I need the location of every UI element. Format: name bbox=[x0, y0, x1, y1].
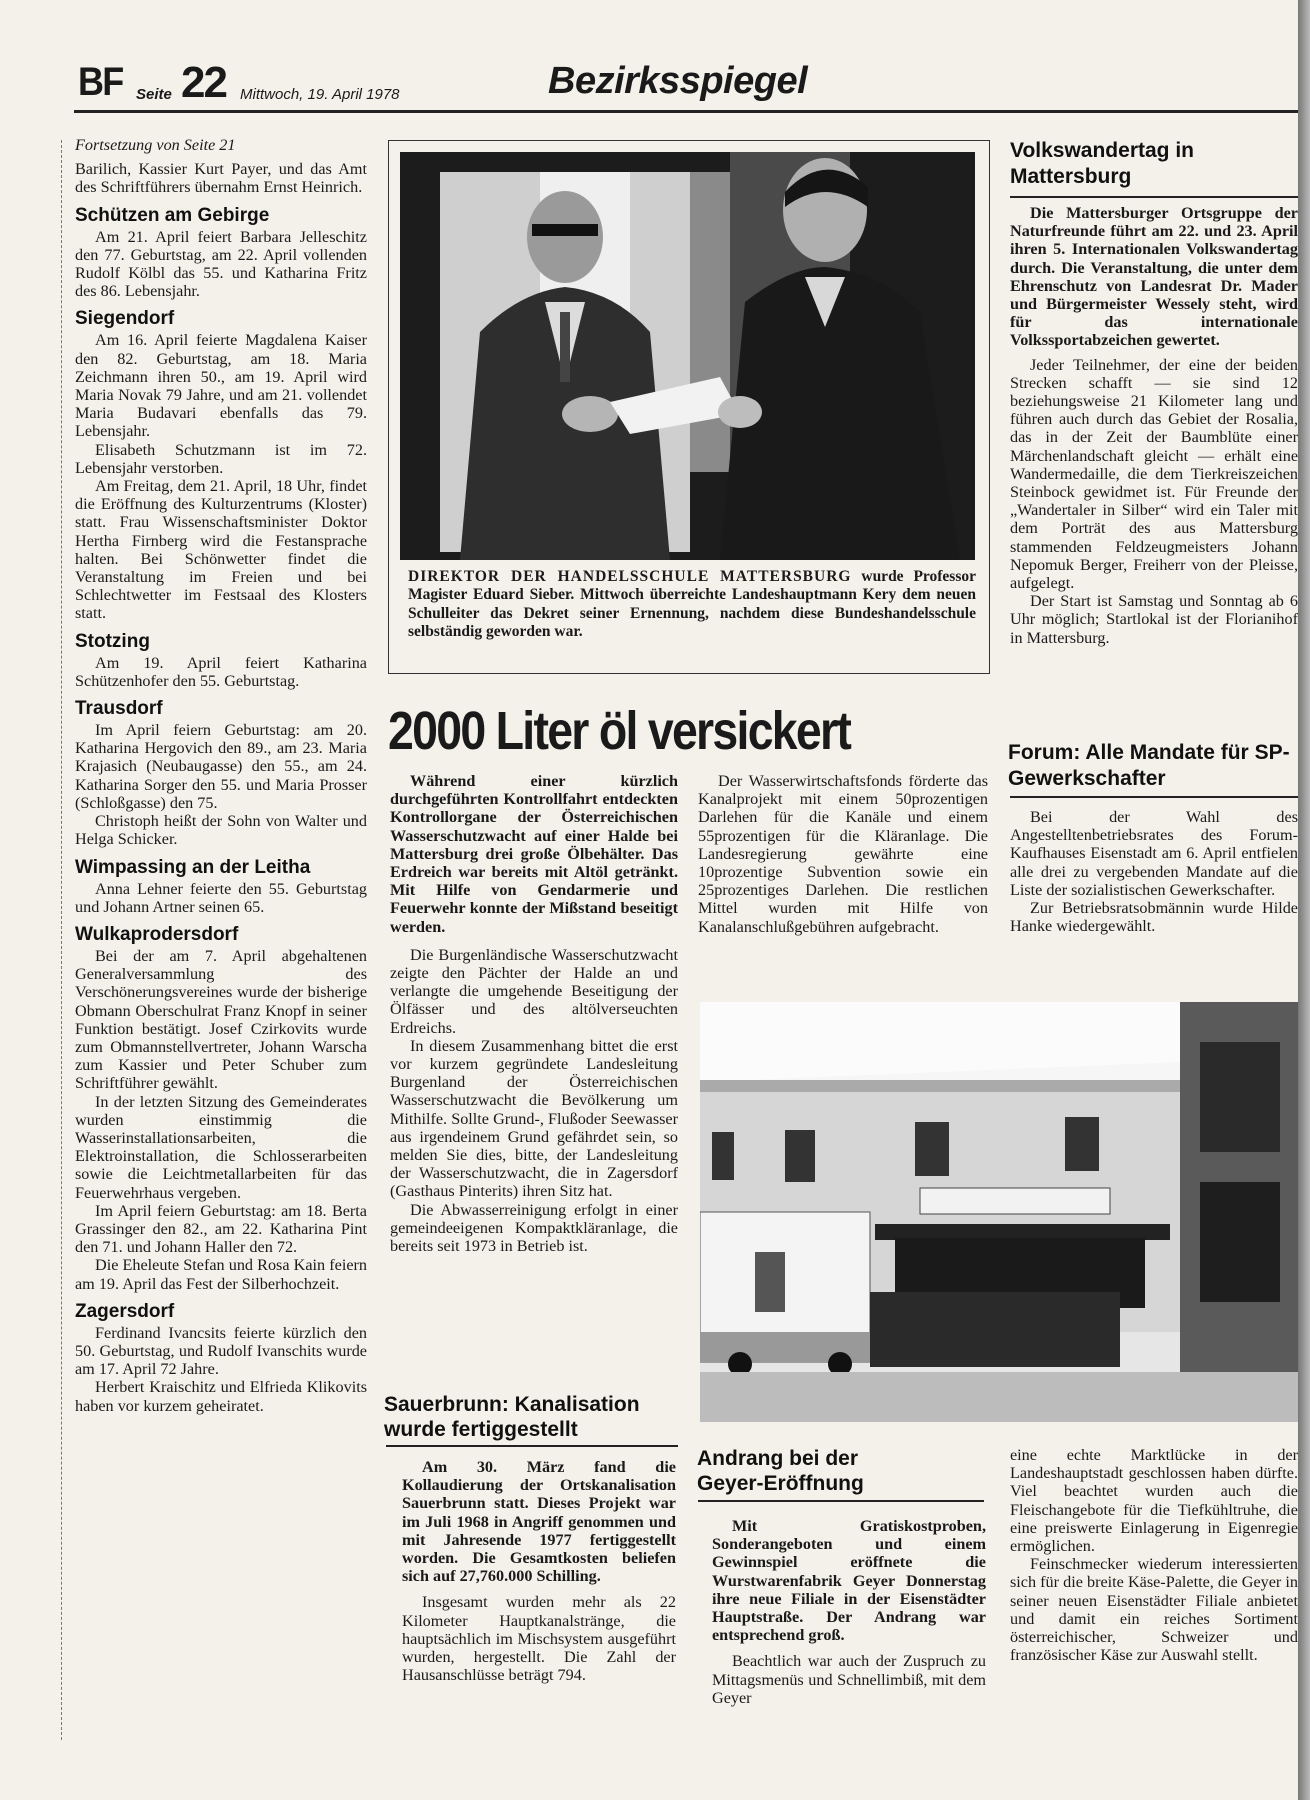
para: Die Abwasserreinigung erfolgt in einer gemeindeeigenen Kompaktkläranlage, die bereits seit 1973 in Betrieb ist. bbox=[390, 1200, 678, 1256]
para: Insgesamt wurden mehr als 22 Kilometer Hauptkanalstränge, die hauptsächlich im Mischsystem ausgeführt wurden, hergestellt. Die Zahl der Hausanschlüsse beträgt 794. bbox=[402, 1593, 676, 1685]
intro-para: Barilich, Kassier Kurt Payer, und das Amt des Schriftführers übernahm Ernst Heinrich. bbox=[75, 160, 367, 197]
column-1 bbox=[75, 136, 367, 1415]
photo-caption bbox=[408, 568, 976, 642]
para: Im April feiern Geburtstag: am 18. Berta Grassinger den 82., am 22. Katharina Pint den 71. und Johann Haller den 72. bbox=[75, 1201, 367, 1257]
section-title: Siegendorf bbox=[75, 308, 175, 330]
para: Im April feiern Geburtstag: am 20. Katharina Hergovich den 89., am 23. Maria Krajasich (Neubaugasse) den 55., am 24. Katharina Sorger den 55. und Maria Prosser (Schloßgasse) den 75. bbox=[75, 721, 367, 812]
para: Beachtlich war auch der Zuspruch zu Mittagsmenüs und Schnellimbiß, mit dem Geyer bbox=[712, 1652, 986, 1707]
geyer-lead: Mit Gratiskostproben, Sonderangeboten und einem Gewinnspiel eröffnete die Wurstwarenfabrik Geyer Donnerstag ihre neue Filiale in der Eisenstädter Hauptstraße. Der Andrang war entsprechend groß. bbox=[712, 1517, 986, 1645]
geyer-col-1 bbox=[712, 1517, 986, 1707]
section-title: Bezirksspiegel bbox=[548, 60, 808, 102]
para: Am 19. April feiert Katharina Schützenhofer den 55. Geburtstag. bbox=[75, 653, 367, 690]
para: Der Start ist Samstag und Sonntag ab 6 Uhr möglich; Startlokal ist der Florianihof in Mattersburg. bbox=[1010, 592, 1298, 647]
volkswandertag-body bbox=[1010, 204, 1298, 647]
oel-headline: 2000 Liter öl versickert bbox=[388, 701, 851, 761]
geyer-rule bbox=[698, 1500, 984, 1502]
vw-lead: Die Mattersburger Ortsgruppe der Naturfreunde führt am 22. und 23. April ihren 5. Internationalen Volkswandertag durch. Die Veranstaltung, die unter dem Ehrenschutz von Landesrat Dr. Mader und Bürgermeister Wessely steht, wird für das internationale Volkssportabzeichen gewertet. bbox=[1010, 204, 1298, 350]
header-rule bbox=[74, 110, 1299, 113]
section-title: Trausdorf bbox=[75, 698, 163, 720]
sauerbrunn-lead: Am 30. März fand die Kollaudierung der Ortskanalisation Sauerbrunn statt. Dieses Projekt war im Juli 1968 in Angriff genommen und mit Jahresende 1977 fertiggestellt worden. Die Gesamtkosten beliefen sich auf 27,760.000 Schilling. bbox=[402, 1458, 676, 1586]
geyer-col-2 bbox=[1010, 1446, 1298, 1664]
para: Am Freitag, dem 21. April, 18 Uhr, findet die Eröffnung des Kulturzentrums (Kloster) statt. Frau Wissenschaftsminister Doktor Hertha Firnberg wird die Festansprache halten. Bei Schönwetter findet die Veranstaltung im Freien und bei Schlechtwetter im Festsaal des Klosters statt. bbox=[75, 477, 367, 623]
forum-headline: Forum: Alle Mandate für SP-Gewerkschafter bbox=[1008, 741, 1290, 790]
para: In diesem Zusammenhang bittet die erst vor kurzem gegründete Landesleitung Burgenland der Österreichischen Wasserschutzwacht die Bevölkerung um Mithilfe. Sollte Grund-, Flußoder Seewasser aus irgendeinem Grund gefährdet sein, so melden Sie dies, bitte, der Landesleitung der Wasserschutzwacht, die in Zagersdorf (Gasthaus Pinterits) ihren Sitz hat. bbox=[390, 1036, 678, 1201]
para: Christoph heißt der Sohn von Walter und Helga Schicker. bbox=[75, 812, 367, 849]
volkswandertag-headline: Volkswandertag in Mattersburg bbox=[1010, 139, 1194, 188]
section-title: Schützen am Gebirge bbox=[75, 204, 270, 226]
section-title: Zagersdorf bbox=[75, 1300, 175, 1322]
issue-date: Mittwoch, 19. April 1978 bbox=[240, 86, 400, 103]
caption-lead: DIREKTOR DER HANDELSSCHULE MATTERSBURG bbox=[408, 568, 852, 585]
para: In der letzten Sitzung des Gemeinderates wurden einstimmig die Wasserinstallationsarbeiten, die Elektroinstallation, die Schlosserarbeiten sowie die Leichtmetallarbeiten für das Feuerwehrhaus vergeben. bbox=[75, 1092, 367, 1202]
oel-column-2 bbox=[698, 772, 988, 936]
section-title: Wimpassing an der Leitha bbox=[75, 856, 311, 878]
para: Feinschmecker wiederum interessierten sich für die breite Käse-Palette, die Geyer in seiner neuen Eisenstädter Filiale anbietet und damit ein reiches Sortiment österreichischer, Schweizer und französischer Käse zur Auswahl stellt. bbox=[1010, 1555, 1298, 1665]
storefront-photo-svg bbox=[700, 1002, 1298, 1422]
para: Die Eheleute Stefan und Rosa Kain feiern am 19. April das Fest der Silberhochzeit. bbox=[75, 1256, 367, 1293]
page-header bbox=[0, 0, 1310, 120]
sauerbrunn-rule bbox=[386, 1445, 678, 1447]
vw-rule bbox=[1010, 196, 1300, 198]
oel-lead: Während einer kürzlich durchgeführten Kontrollfahrt entdeckten Kontrollorgane der Österreichischen Wasserschutzwacht auf einer Halde bei Mattersburg drei große Ölbehälter. Das Erdreich war bereits mit Altöl getränkt. Mit Hilfe von Gendarmerie und Feuerwehr konnte der Mißstand beseitigt werden. bbox=[390, 772, 678, 936]
para: Die Burgenländische Wasserschutzwacht zeigte den Pächter der Halde an und verlangte die umgehende Beseitigung der Ölfässer und des altölverseuchten Erdreichs. bbox=[390, 945, 678, 1037]
section-title: Wulkaprodersdorf bbox=[75, 923, 239, 945]
oel-column-1 bbox=[390, 772, 678, 1255]
para: Zur Betriebsratsobmännin wurde Hilde Hanke wiedergewählt. bbox=[1010, 899, 1298, 936]
para: Jeder Teilnehmer, der eine der beiden Strecken schafft — sie sind 12 beziehungsweise 21 Kilometer lang und führen auch durch das Gebiet der Rosalia, das in der Zeit der Baumblüte einer Märchenlandschaft gleicht — erhält eine Wandermedaille, die dem Tierkreiszeichen Steinbock gewidmet ist. Für Freunde der „Wandertaler in Silber“ wird ein Taler mit dem Porträt des aus Mattersburg stammenden Feldzeugmeisters Johann Nepomuk Berger, Freiherr von der Pleisse, aufgelegt. bbox=[1010, 355, 1298, 593]
para: Elisabeth Schutzmann ist im 72. Lebensjahr verstorben. bbox=[75, 440, 367, 477]
para: Bei der Wahl des Angestelltenbetriebsrates des Forum-Kaufhauses Eisenstadt am 6. April entfielen alle drei zu vergebenden Mandate auf die Liste der sozialistischen Gewerkschafter. bbox=[1010, 808, 1298, 899]
para: Am 21. April feiert Barbara Jelleschitz den 77. Geburtstag, am 22. April vollenden Rudolf Kölbl das 55. und Katharina Fritz des 86. Lebensjahr. bbox=[75, 227, 367, 301]
para: Anna Lehner feierte den 55. Geburtstag und Johann Artner seinen 65. bbox=[75, 879, 367, 916]
para: Am 16. April feierte Magdalena Kaiser den 82. Geburtstag, am 18. Maria Zeichmann ihren 50., am 19. April wird Maria Novak 79 Jahre, und am 21. vollendet Maria Budavari ebenfalls das 79. Lebensjahr. bbox=[75, 331, 367, 441]
handshake-photo bbox=[400, 152, 975, 560]
forum-rule bbox=[1010, 796, 1300, 798]
para: Herbert Kraischitz und Elfrieda Klikovits haben vor kurzem geheiratet. bbox=[75, 1378, 367, 1415]
sauerbrunn-body bbox=[402, 1458, 676, 1684]
para: Ferdinand Ivancsits feierte kürzlich den 50. Geburtstag, und Rudolf Ivanschits wurde am 17. April 72 Jahre. bbox=[75, 1323, 367, 1379]
seite-label: Seite bbox=[136, 86, 172, 103]
logo: BF bbox=[78, 60, 123, 104]
geyer-headline: Andrang bei der Geyer-Eröffnung bbox=[697, 1447, 864, 1495]
sauerbrunn-headline: Sauerbrunn: Kanalisation wurde fertiggestellt bbox=[384, 1393, 640, 1441]
para: Der Wasserwirtschaftsfonds förderte das Kanalprojekt mit einem 50prozentigen Darlehen für die Kanäle und einem 55prozentigen für die Kläranlage. Die Landesregierung gewährte eine 10prozentige Subvention sowie ein 25prozentiges Darlehen. Die restlichen Mittel wurden mit Hilfe von Kanalanschlußgebühren aufgebracht. bbox=[698, 772, 988, 936]
para: eine echte Marktlücke in der Landeshauptstadt geschlossen haben dürfte. Viel beachtet wurden auch die Fleischangebote für die Tiefkühltruhe, die eine preiswerte Einlagerung in Eigenregie ermöglichen. bbox=[1010, 1446, 1298, 1556]
page-edge bbox=[1298, 0, 1310, 1800]
handshake-photo-svg bbox=[400, 152, 975, 560]
para: Bei der am 7. April abgehaltenen Generalversammlung des Verschönerungsvereines wurde der bisherige Obmann Oberschulrat Franz Knopf in seiner Funktion bestätigt. Josef Czirkovits wurde zum Obmannstellvertreter, Johann Warscha zum Kassier und Peter Schuber zum Schriftführer gewählt. bbox=[75, 946, 367, 1093]
caption-rest: wurde Professor Magister Eduard Sieber. Mittwoch überreichte Landeshauptmann Kery dem neuen Schulleiter das Dekret seiner Ernennung, nachdem diese Bundeshandelsschule selbständig geworden war. bbox=[408, 568, 977, 641]
storefront-photo bbox=[700, 1002, 1298, 1422]
forum-body bbox=[1010, 808, 1298, 935]
margin-line bbox=[61, 140, 64, 1740]
section-title: Stotzing bbox=[75, 630, 150, 652]
continuation-note: Fortsetzung von Seite 21 bbox=[75, 136, 236, 154]
page-number: 22 bbox=[181, 58, 226, 107]
